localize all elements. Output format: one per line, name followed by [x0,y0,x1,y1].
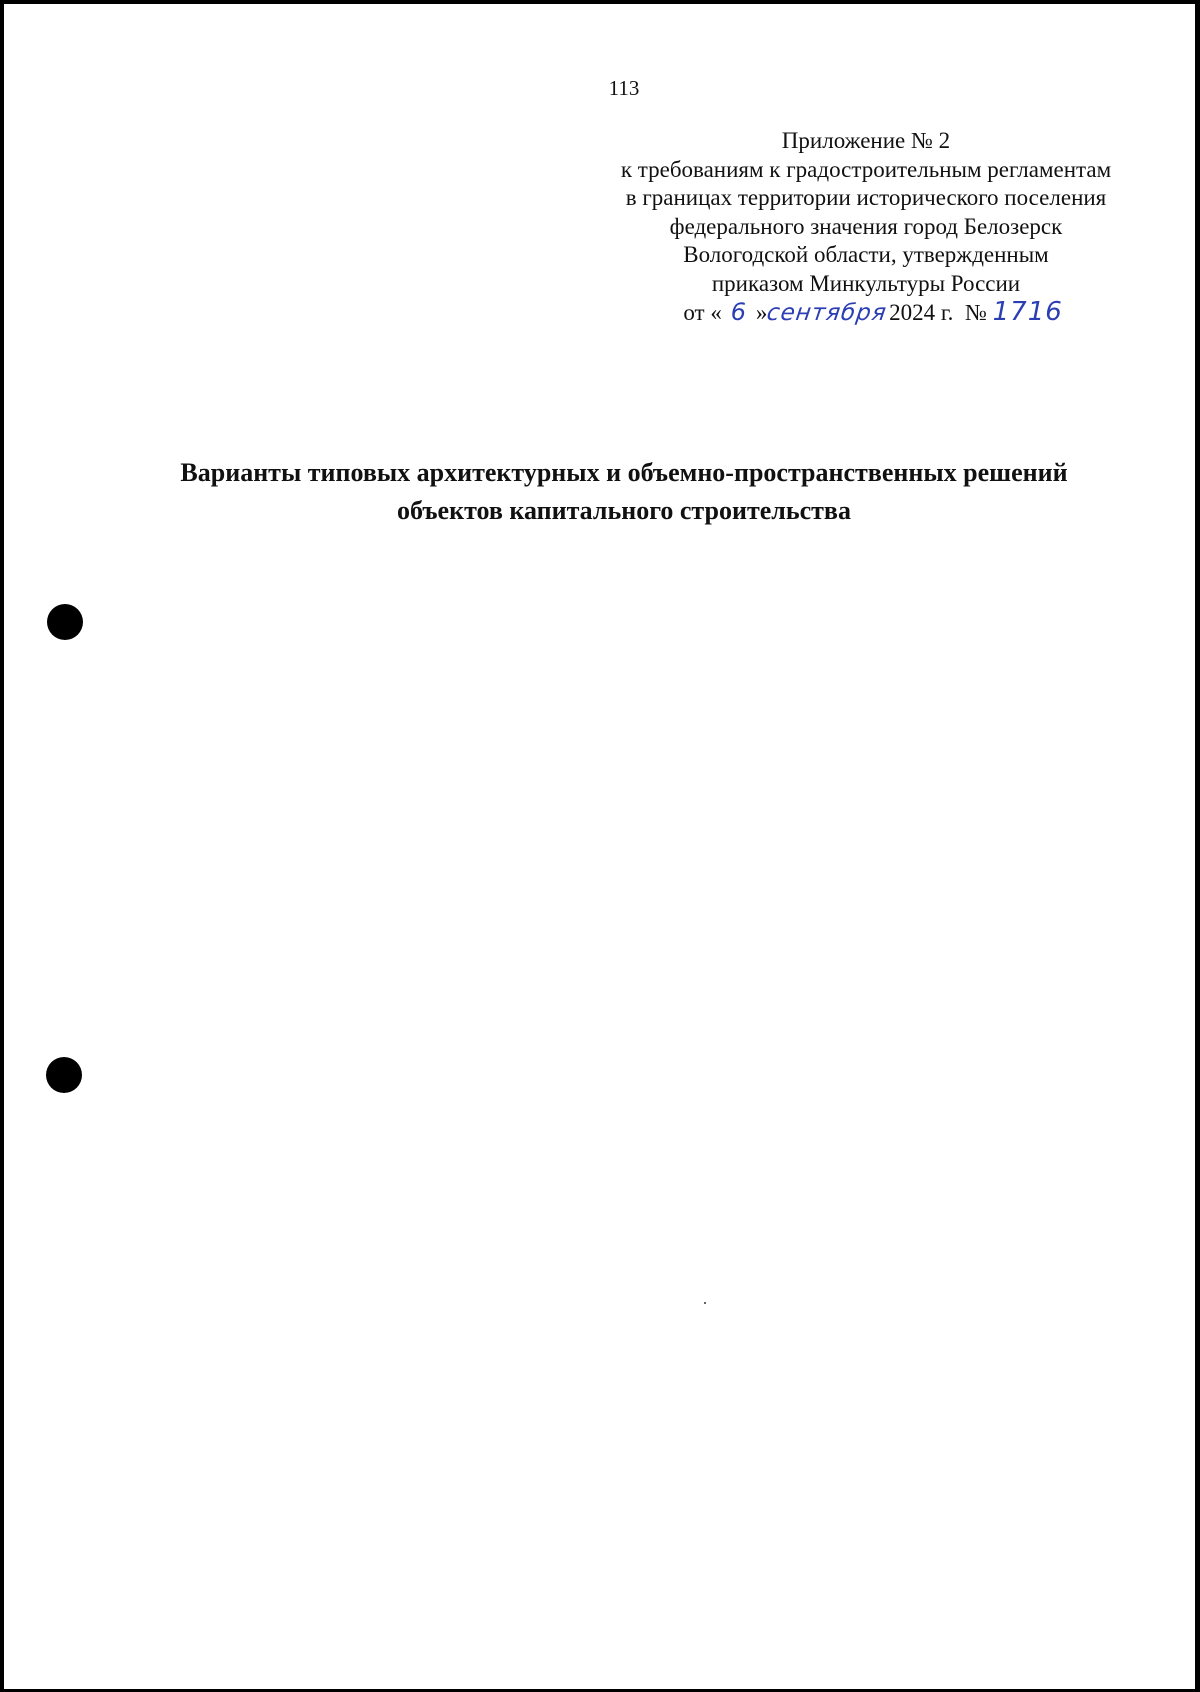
date-prefix: от « [683,300,722,325]
appendix-reference-line: Вологодской области, утвержденным [683,242,1049,267]
appendix-title: Приложение № 2 [781,128,951,153]
document-title-line: объектов капитального строительства [397,496,851,525]
appendix-reference-line: федерального значения город Белозерск [669,213,1063,239]
handwritten-month: сентября [765,300,889,326]
appendix-reference-line: к требованиям к градостроительным регламентам [620,156,1112,182]
appendix-reference-line: в границах территории исторического поселения [625,185,1107,210]
date-year: 2024 г. [889,300,954,325]
punch-hole-bottom [46,1057,82,1093]
handwritten-order-number: 1716 [992,297,1063,327]
page-number: 113 [608,76,640,100]
handwritten-day: 6 [730,298,747,326]
document-title [100,454,1148,530]
appendix-date-line [592,298,1140,328]
number-sign: № [964,300,987,325]
appendix-header [592,127,1140,328]
scan-speck [704,1302,706,1304]
date-quote-close: » [755,300,768,325]
appendix-reference-line: приказом Минкультуры России [711,270,1021,296]
document-title-line: Варианты типовых архитектурных и объемно-пространственных решений [180,458,1068,487]
punch-hole-top [47,604,83,640]
